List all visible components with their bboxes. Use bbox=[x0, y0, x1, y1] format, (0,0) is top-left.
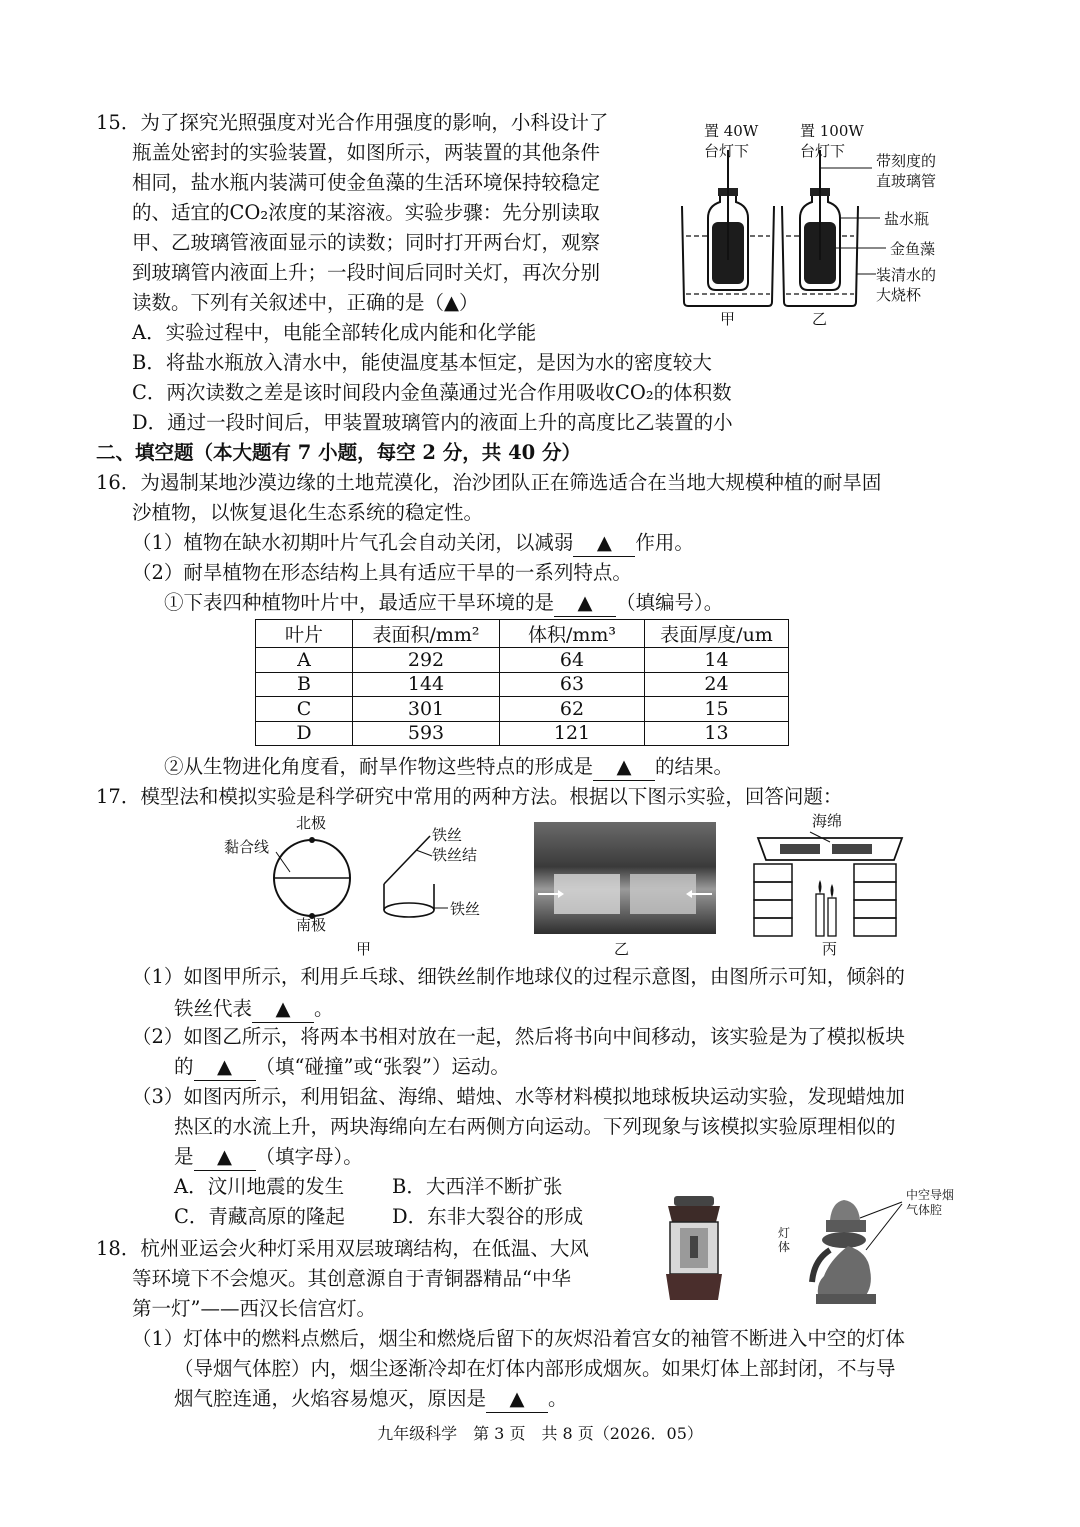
table-header-cell: 体积/mm³ bbox=[500, 620, 645, 648]
q15-label-lamp-yi-2: 台灯下 bbox=[800, 142, 846, 160]
q16-part-2: （2）耐旱植物在形态结构上具有适应干旱的一系列特点。 bbox=[132, 561, 632, 584]
q16-part-2b-text: ②从生物进化角度看，耐旱作物这些特点的形成是 bbox=[164, 755, 594, 778]
leaf-data-table bbox=[255, 619, 789, 746]
table-cell: 24 bbox=[645, 672, 789, 697]
q17-part-3-suffix: （填字母）。 bbox=[255, 1145, 363, 1168]
q18-line-3: 第一灯”——西汉长信宫灯。 bbox=[132, 1297, 376, 1320]
table-cell: 121 bbox=[500, 721, 645, 746]
globe-label-knot: 铁丝结 bbox=[432, 846, 478, 864]
q17-option-d: D．东非大裂谷的形成 bbox=[392, 1205, 584, 1228]
palace-lamp-label-body-1: 灯 bbox=[778, 1226, 791, 1240]
q16-part-2a-suffix: （填编号）。 bbox=[616, 591, 724, 614]
books-collision-photo bbox=[534, 822, 716, 934]
page-footer: 九年级科学 第 3 页 共 8 页（2026．05） bbox=[377, 1424, 703, 1443]
q15-line-7: 读数。下列有关叙述中，正确的是（▲） bbox=[132, 291, 479, 314]
q17-part-3-line-3 bbox=[174, 1142, 363, 1172]
q18-part-1-line-2: （导烟气体腔）内，烟尘逐渐冷却在灯体内部形成烟灰。如果灯体上部封闭，不与导 bbox=[174, 1357, 896, 1380]
q15-line-1: 15．为了探究光照强度对光合作用强度的影响，小科设计了 bbox=[96, 111, 609, 134]
figure-caption-yi: 乙 bbox=[614, 940, 630, 958]
sponge-tray-figure bbox=[750, 828, 910, 938]
table-header-cell: 叶片 bbox=[256, 620, 353, 648]
q16-part-1-suffix: 作用。 bbox=[635, 531, 694, 554]
table-cell: B bbox=[256, 672, 353, 697]
q17-answer-blank-2[interactable]: ▲ bbox=[194, 1054, 256, 1081]
globe-label-glue: 黏合线 bbox=[224, 838, 270, 856]
q17-answer-blank-3[interactable]: ▲ bbox=[194, 1144, 256, 1171]
q17-part-3-line-2: 热区的水流上升，两块海绵向左右两侧方向运动。下列现象与该模拟实验原理相似的 bbox=[174, 1115, 896, 1138]
table-cell: A bbox=[256, 648, 353, 673]
figure-caption-jia: 甲 bbox=[356, 940, 372, 958]
table-header-cell: 表面厚度/um bbox=[645, 620, 789, 648]
q15-line-6: 到玻璃管内液面上升；一段时间后同时关灯，再次分别 bbox=[132, 261, 601, 284]
q17-part-2-text: 的 bbox=[174, 1055, 194, 1078]
q15-line-5: 甲、乙玻璃管液面显示的读数；同时打开两台灯，观察 bbox=[132, 231, 601, 254]
globe-label-north: 北极 bbox=[296, 814, 327, 832]
q16-answer-blank-2[interactable]: ▲ bbox=[554, 590, 616, 617]
q15-label-beaker-2: 大烧杯 bbox=[876, 286, 922, 304]
globe-label-wire-2: 铁丝 bbox=[450, 900, 481, 918]
table-cell: 13 bbox=[645, 721, 789, 746]
table-cell: 63 bbox=[500, 672, 645, 697]
palace-lamp-label-body-2: 体 bbox=[778, 1240, 791, 1254]
q17-part-3-line-1: （3）如图丙所示，利用铝盆、海绵、蜡烛、水等材料模拟地球板块运动实验，发现蜡烛加 bbox=[132, 1085, 905, 1108]
figure-caption-bing: 丙 bbox=[822, 940, 838, 958]
q15-line-2: 瓶盖处密封的实验装置，如图所示，两装置的其他条件 bbox=[132, 141, 601, 164]
q17-part-1-line-1: （1）如图甲所示，利用乒乓球、细铁丝制作地球仪的过程示意图，由图所示可知，倾斜的 bbox=[132, 965, 905, 988]
q15-label-tube-2: 直玻璃管 bbox=[876, 172, 937, 190]
q15-label-lamp-jia-1: 置 40W bbox=[704, 122, 759, 140]
table-cell: 64 bbox=[500, 648, 645, 673]
table-header-cell: 表面积/mm² bbox=[353, 620, 500, 648]
q17-part-2-line-1: （2）如图乙所示，将两本书相对放在一起，然后将书向中间移动，该实验是为了模拟板块 bbox=[132, 1025, 905, 1048]
q15-label-beaker-1: 装清水的 bbox=[876, 266, 937, 284]
q18-part-1-suffix: 。 bbox=[548, 1387, 568, 1410]
q16-part-1 bbox=[132, 528, 694, 558]
q17-option-b: B．大西洋不断扩张 bbox=[392, 1175, 563, 1198]
table-cell: 15 bbox=[645, 697, 789, 722]
table-cell: 144 bbox=[353, 672, 500, 697]
q18-line-1: 18．杭州亚运会火种灯采用双层玻璃结构，在低温、大风 bbox=[96, 1237, 589, 1260]
q16-part-1-text: （1）植物在缺水初期叶片气孔会自动关闭，以减弱 bbox=[132, 531, 574, 554]
q17-part-3-text: 是 bbox=[174, 1145, 194, 1168]
section-2-heading: 二、填空题（本大题有 7 小题，每空 2 分，共 40 分） bbox=[96, 441, 582, 464]
palace-lamp-label-cavity-2: 气体腔 bbox=[906, 1203, 943, 1217]
q15-label-lamp-yi-1: 置 100W bbox=[800, 122, 864, 140]
palace-lamp-label-cavity-1: 中空导烟 bbox=[906, 1188, 955, 1202]
q16-part-2b-suffix: 的结果。 bbox=[655, 755, 734, 778]
q17-answer-blank-1[interactable]: ▲ bbox=[252, 996, 314, 1023]
q16-part-2a bbox=[164, 588, 723, 618]
table-cell: D bbox=[256, 721, 353, 746]
q18-line-2: 等环境下不会熄灭。其创意源自于青铜器精品“中华 bbox=[132, 1267, 571, 1290]
table-row bbox=[256, 672, 789, 697]
globe-label-wire: 铁丝 bbox=[432, 826, 463, 844]
q16-part-2a-text: ①下表四种植物叶片中，最适应干旱环境的是 bbox=[164, 591, 555, 614]
table-row bbox=[256, 648, 789, 673]
q18-part-1-line-1: （1）灯体中的燃料点燃后，烟尘和燃烧后留下的灰烬沿着宫女的袖管不断进入中空的灯体 bbox=[132, 1327, 905, 1350]
q17-line-1: 17．模型法和模拟实验是科学研究中常用的两种方法。根据以下图示实验，回答问题： bbox=[96, 785, 843, 808]
q18-part-1-text: 烟气腔连通，火焰容易熄灭，原因是 bbox=[174, 1387, 487, 1410]
table-row bbox=[256, 721, 789, 746]
q17-part-1-line-2 bbox=[174, 994, 334, 1024]
q15-label-tube-1: 带刻度的 bbox=[876, 152, 937, 170]
q16-answer-blank-1[interactable]: ▲ bbox=[573, 530, 635, 557]
q17-part-2-suffix: （填“碰撞”或“张裂”）运动。 bbox=[255, 1055, 510, 1078]
table-cell: C bbox=[256, 697, 353, 722]
q16-line-1: 16．为遏制某地沙漠边缘的土地荒漠化，治沙团队正在筛选适合在当地大规模种植的耐旱固 bbox=[96, 471, 882, 494]
q17-option-a: A．汶川地震的发生 bbox=[174, 1175, 345, 1198]
q15-line-3: 相同，盐水瓶内装满可使金鱼藻的生活环境保持较稳定 bbox=[132, 171, 601, 194]
torch-lamp-illustration bbox=[656, 1192, 736, 1304]
q16-answer-blank-3[interactable]: ▲ bbox=[593, 754, 655, 781]
globe-label-south: 南极 bbox=[296, 916, 327, 934]
q16-part-2b bbox=[164, 752, 733, 782]
q17-option-c: C．青藏高原的隆起 bbox=[174, 1205, 345, 1228]
q15-caption-jia: 甲 bbox=[720, 310, 736, 328]
table-cell: 62 bbox=[500, 697, 645, 722]
q17-part-1-suffix: 。 bbox=[314, 997, 334, 1020]
table-header-row bbox=[256, 620, 789, 648]
q15-option-a: A．实验过程中，电能全部转化成内能和化学能 bbox=[132, 321, 537, 344]
q18-answer-blank-1[interactable]: ▲ bbox=[486, 1386, 548, 1413]
q15-option-d: D．通过一段时间后，甲装置玻璃管内的液面上升的高度比乙装置的小 bbox=[132, 411, 733, 434]
table-cell: 301 bbox=[353, 697, 500, 722]
q15-label-bottle: 盐水瓶 bbox=[884, 210, 930, 228]
q15-caption-yi: 乙 bbox=[812, 310, 828, 328]
q15-option-c: C．两次读数之差是该时间段内金鱼藻通过光合作用吸收CO₂的体积数 bbox=[132, 381, 732, 404]
q15-label-lamp-jia-2: 台灯下 bbox=[704, 142, 750, 160]
q15-label-plant: 金鱼藻 bbox=[890, 240, 936, 258]
q15-line-4: 的、适宜的CO₂浓度的某溶液。实验步骤：先分别读取 bbox=[132, 201, 600, 224]
table-row bbox=[256, 697, 789, 722]
q17-part-1-text: 铁丝代表 bbox=[174, 997, 253, 1020]
table-cell: 292 bbox=[353, 648, 500, 673]
q17-part-2-line-2 bbox=[174, 1052, 510, 1082]
table-cell: 14 bbox=[645, 648, 789, 673]
table-cell: 593 bbox=[353, 721, 500, 746]
q16-line-2: 沙植物，以恢复退化生态系统的稳定性。 bbox=[132, 501, 484, 524]
q18-part-1-line-3 bbox=[174, 1384, 568, 1414]
sponge-label: 海绵 bbox=[812, 812, 843, 830]
changxin-palace-lamp-illustration bbox=[790, 1190, 900, 1306]
q15-option-b: B．将盐水瓶放入清水中，能使温度基本恒定，是因为水的密度较大 bbox=[132, 351, 712, 374]
